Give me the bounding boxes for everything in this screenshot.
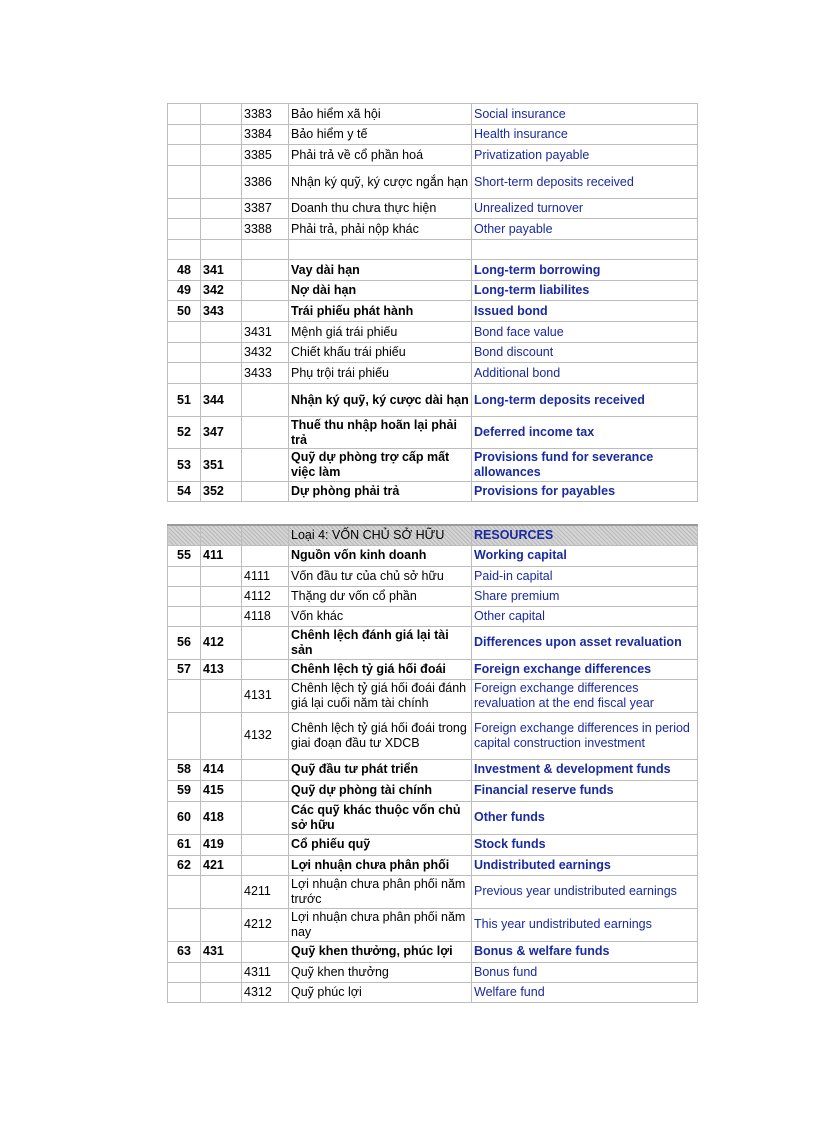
table-row xyxy=(168,260,698,281)
row-number: 58 xyxy=(168,759,201,780)
english-name: Unrealized turnover xyxy=(472,199,698,219)
account-code: 352 xyxy=(201,482,242,502)
table-row xyxy=(168,566,698,586)
table-row xyxy=(168,104,698,125)
row-number: 54 xyxy=(168,482,201,502)
row-number xyxy=(168,606,201,626)
row-number xyxy=(168,240,201,260)
row-number: 60 xyxy=(168,801,201,834)
vietnamese-name: Lợi nhuận chưa phân phối xyxy=(289,855,472,875)
vietnamese-name: Thặng dư vốn cổ phần xyxy=(289,586,472,606)
sub-account-code: 3384 xyxy=(242,125,289,145)
equity-accounts-table xyxy=(167,524,698,1003)
row-number: 61 xyxy=(168,834,201,855)
row-number: 56 xyxy=(168,626,201,659)
english-name: Undistributed earnings xyxy=(472,855,698,875)
row-number xyxy=(168,962,201,982)
sub-account-code xyxy=(242,301,289,322)
sub-account-code: 3383 xyxy=(242,104,289,125)
header-cell-blank xyxy=(168,525,201,545)
vietnamese-name: Bảo hiểm xã hội xyxy=(289,104,472,125)
english-name: Health insurance xyxy=(472,125,698,145)
vietnamese-name: Vốn đầu tư của chủ sở hữu xyxy=(289,566,472,586)
sub-account-code xyxy=(242,780,289,801)
account-code: 413 xyxy=(201,659,242,679)
row-number: 51 xyxy=(168,384,201,417)
row-number: 50 xyxy=(168,301,201,322)
account-code xyxy=(201,322,242,343)
vietnamese-name: Nguồn vốn kinh doanh xyxy=(289,545,472,566)
vietnamese-name: Nợ dài hạn xyxy=(289,281,472,301)
sub-account-code xyxy=(242,240,289,260)
row-number: 62 xyxy=(168,855,201,875)
vietnamese-name: Chênh lệch đánh giá lại tài sản xyxy=(289,626,472,659)
account-code xyxy=(201,343,242,363)
sub-account-code: 3387 xyxy=(242,199,289,219)
english-name: Additional bond xyxy=(472,363,698,384)
english-name: Investment & development funds xyxy=(472,759,698,780)
sub-account-code: 4212 xyxy=(242,908,289,941)
english-name: Bonus fund xyxy=(472,962,698,982)
english-name: Deferred income tax xyxy=(472,417,698,449)
account-code xyxy=(201,606,242,626)
table-row xyxy=(168,855,698,875)
english-name: Working capital xyxy=(472,545,698,566)
vietnamese-name: Phải trả về cổ phần hoá xyxy=(289,145,472,166)
account-code: 415 xyxy=(201,780,242,801)
account-code xyxy=(201,982,242,1002)
vietnamese-name: Quỹ khen thưởng xyxy=(289,962,472,982)
account-code xyxy=(201,145,242,166)
account-code: 412 xyxy=(201,626,242,659)
table-row xyxy=(168,166,698,199)
vietnamese-name: Phụ trội trái phiếu xyxy=(289,363,472,384)
header-section-en: RESOURCES xyxy=(472,525,698,545)
table-row xyxy=(168,545,698,566)
row-number: 49 xyxy=(168,281,201,301)
table-row xyxy=(168,679,698,712)
english-name: Provisions for payables xyxy=(472,482,698,502)
sub-account-code xyxy=(242,855,289,875)
sub-account-code: 4132 xyxy=(242,712,289,759)
table-row xyxy=(168,659,698,679)
header-cell-blank xyxy=(201,525,242,545)
vietnamese-name: Mệnh giá trái phiếu xyxy=(289,322,472,343)
row-number xyxy=(168,322,201,343)
table-row xyxy=(168,626,698,659)
vietnamese-name: Chênh lệch tỷ giá hối đoái trong giai đoạn đầu tư XDCB xyxy=(289,712,472,759)
english-name: Differences upon asset revaluation xyxy=(472,626,698,659)
vietnamese-name xyxy=(289,240,472,260)
english-name: Other funds xyxy=(472,801,698,834)
table2-header-row xyxy=(168,525,698,545)
sub-account-code xyxy=(242,659,289,679)
english-name: Financial reserve funds xyxy=(472,780,698,801)
row-number xyxy=(168,566,201,586)
sub-account-code: 4311 xyxy=(242,962,289,982)
table-row xyxy=(168,240,698,260)
english-name: Stock funds xyxy=(472,834,698,855)
english-name: Social insurance xyxy=(472,104,698,125)
vietnamese-name: Nhận ký quỹ, ký cược dài hạn xyxy=(289,384,472,417)
row-number xyxy=(168,908,201,941)
sub-account-code xyxy=(242,545,289,566)
vietnamese-name: Quỹ dự phòng trợ cấp mất việc làm xyxy=(289,449,472,482)
vietnamese-name: Cổ phiếu quỹ xyxy=(289,834,472,855)
table-row xyxy=(168,219,698,240)
sub-account-code xyxy=(242,801,289,834)
vietnamese-name: Lợi nhuận chưa phân phối năm trước xyxy=(289,875,472,908)
table-row xyxy=(168,449,698,482)
sub-account-code: 3432 xyxy=(242,343,289,363)
sub-account-code: 4211 xyxy=(242,875,289,908)
row-number xyxy=(168,104,201,125)
row-number xyxy=(168,586,201,606)
row-number xyxy=(168,199,201,219)
table-row xyxy=(168,941,698,962)
table-row xyxy=(168,281,698,301)
sub-account-code: 3431 xyxy=(242,322,289,343)
sub-account-code xyxy=(242,417,289,449)
row-number xyxy=(168,125,201,145)
table-row xyxy=(168,363,698,384)
account-code: 343 xyxy=(201,301,242,322)
sub-account-code: 4131 xyxy=(242,679,289,712)
row-number xyxy=(168,145,201,166)
row-number xyxy=(168,679,201,712)
sub-account-code: 4111 xyxy=(242,566,289,586)
table-row xyxy=(168,199,698,219)
account-code xyxy=(201,875,242,908)
english-name: Short-term deposits received xyxy=(472,166,698,199)
vietnamese-name: Quỹ đầu tư phát triển xyxy=(289,759,472,780)
vietnamese-name: Quỹ dự phòng tài chính xyxy=(289,780,472,801)
vietnamese-name: Vay dài hạn xyxy=(289,260,472,281)
sub-account-code: 4118 xyxy=(242,606,289,626)
vietnamese-name: Chênh lệch tỷ giá hối đoái xyxy=(289,659,472,679)
account-code xyxy=(201,586,242,606)
table-row xyxy=(168,482,698,502)
table-row xyxy=(168,875,698,908)
english-name: Privatization payable xyxy=(472,145,698,166)
row-number: 53 xyxy=(168,449,201,482)
vietnamese-name: Bảo hiểm y tế xyxy=(289,125,472,145)
table-row xyxy=(168,801,698,834)
english-name: Long-term borrowing xyxy=(472,260,698,281)
vietnamese-name: Các quỹ khác thuộc vốn chủ sở hữu xyxy=(289,801,472,834)
sub-account-code: 4312 xyxy=(242,982,289,1002)
english-name: Long-term deposits received xyxy=(472,384,698,417)
english-name: Other payable xyxy=(472,219,698,240)
vietnamese-name: Chiết khấu trái phiếu xyxy=(289,343,472,363)
vietnamese-name: Quỹ khen thưởng, phúc lợi xyxy=(289,941,472,962)
sub-account-code xyxy=(242,482,289,502)
table-row xyxy=(168,343,698,363)
table-row xyxy=(168,834,698,855)
sub-account-code xyxy=(242,260,289,281)
vietnamese-name: Phải trả, phải nộp khác xyxy=(289,219,472,240)
sub-account-code xyxy=(242,941,289,962)
row-number xyxy=(168,875,201,908)
english-name: Bond discount xyxy=(472,343,698,363)
table-row xyxy=(168,322,698,343)
row-number xyxy=(168,343,201,363)
english-name: Provisions fund for severance allowances xyxy=(472,449,698,482)
english-name xyxy=(472,240,698,260)
english-name: This year undistributed earnings xyxy=(472,908,698,941)
account-code: 351 xyxy=(201,449,242,482)
sub-account-code: 3433 xyxy=(242,363,289,384)
account-code: 342 xyxy=(201,281,242,301)
sub-account-code xyxy=(242,759,289,780)
english-name: Bonus & welfare funds xyxy=(472,941,698,962)
table-row xyxy=(168,780,698,801)
account-code xyxy=(201,566,242,586)
header-section-vn: Loại 4: VỐN CHỦ SỞ HỮU xyxy=(289,525,472,545)
account-code xyxy=(201,199,242,219)
row-number xyxy=(168,166,201,199)
account-code xyxy=(201,166,242,199)
account-code: 431 xyxy=(201,941,242,962)
sub-account-code xyxy=(242,834,289,855)
account-code: 421 xyxy=(201,855,242,875)
liabilities-accounts-table xyxy=(167,103,698,502)
account-code xyxy=(201,125,242,145)
table1-body xyxy=(168,104,698,502)
row-number: 57 xyxy=(168,659,201,679)
table-row xyxy=(168,908,698,941)
row-number: 48 xyxy=(168,260,201,281)
row-number xyxy=(168,982,201,1002)
vietnamese-name: Dự phòng phải trả xyxy=(289,482,472,502)
english-name: Welfare fund xyxy=(472,982,698,1002)
row-number xyxy=(168,363,201,384)
row-number: 59 xyxy=(168,780,201,801)
account-code xyxy=(201,104,242,125)
english-name: Foreign exchange differences revaluation at the end fiscal year xyxy=(472,679,698,712)
english-name: Share premium xyxy=(472,586,698,606)
account-code xyxy=(201,363,242,384)
account-code: 418 xyxy=(201,801,242,834)
account-code xyxy=(201,962,242,982)
vietnamese-name: Nhận ký quỹ, ký cược ngắn hạn xyxy=(289,166,472,199)
sub-account-code: 4112 xyxy=(242,586,289,606)
vietnamese-name: Vốn khác xyxy=(289,606,472,626)
row-number xyxy=(168,219,201,240)
table-row xyxy=(168,301,698,322)
row-number xyxy=(168,712,201,759)
english-name: Previous year undistributed earnings xyxy=(472,875,698,908)
vietnamese-name: Trái phiếu phát hành xyxy=(289,301,472,322)
vietnamese-name: Doanh thu chưa thực hiện xyxy=(289,199,472,219)
header-cell-blank xyxy=(242,525,289,545)
table2-body xyxy=(168,525,698,1002)
english-name: Other capital xyxy=(472,606,698,626)
row-number: 63 xyxy=(168,941,201,962)
account-code xyxy=(201,908,242,941)
account-code: 419 xyxy=(201,834,242,855)
account-code: 414 xyxy=(201,759,242,780)
sub-account-code xyxy=(242,626,289,659)
english-name: Long-term liabilites xyxy=(472,281,698,301)
table-row xyxy=(168,417,698,449)
account-code: 347 xyxy=(201,417,242,449)
sub-account-code: 3388 xyxy=(242,219,289,240)
vietnamese-name: Lợi nhuận chưa phân phối năm nay xyxy=(289,908,472,941)
sub-account-code: 3386 xyxy=(242,166,289,199)
table-row xyxy=(168,712,698,759)
sub-account-code: 3385 xyxy=(242,145,289,166)
english-name: Bond face value xyxy=(472,322,698,343)
table-row xyxy=(168,606,698,626)
english-name: Foreign exchange differences in period capital construction investment xyxy=(472,712,698,759)
table-row xyxy=(168,384,698,417)
english-name: Issued bond xyxy=(472,301,698,322)
account-code xyxy=(201,712,242,759)
english-name: Foreign exchange differences xyxy=(472,659,698,679)
account-code xyxy=(201,240,242,260)
sub-account-code xyxy=(242,384,289,417)
vietnamese-name: Thuế thu nhập hoãn lại phải trả xyxy=(289,417,472,449)
sub-account-code xyxy=(242,449,289,482)
account-code: 341 xyxy=(201,260,242,281)
sub-account-code xyxy=(242,281,289,301)
account-code: 344 xyxy=(201,384,242,417)
table-row xyxy=(168,145,698,166)
vietnamese-name: Quỹ phúc lợi xyxy=(289,982,472,1002)
vietnamese-name: Chênh lệch tỷ giá hối đoái đánh giá lại cuối năm tài chính xyxy=(289,679,472,712)
row-number: 55 xyxy=(168,545,201,566)
row-number: 52 xyxy=(168,417,201,449)
account-code xyxy=(201,219,242,240)
table-row xyxy=(168,759,698,780)
table-row xyxy=(168,962,698,982)
account-code xyxy=(201,679,242,712)
account-code: 411 xyxy=(201,545,242,566)
table-row xyxy=(168,125,698,145)
english-name: Paid-in capital xyxy=(472,566,698,586)
table-row xyxy=(168,982,698,1002)
table-row xyxy=(168,586,698,606)
